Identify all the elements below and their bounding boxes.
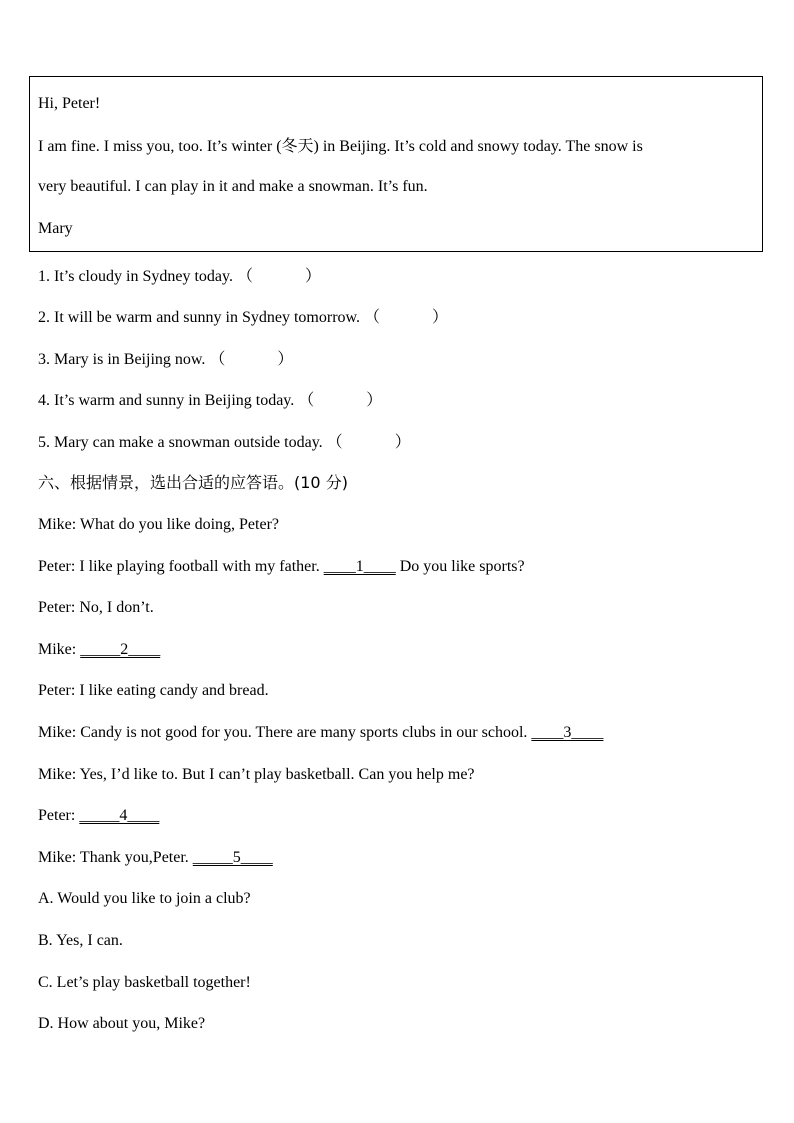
answer-blank-3[interactable]: ____3____: [531, 724, 604, 741]
judgment-3-text: 3. Mary is in Beijing now.: [38, 351, 210, 368]
dialogue-line-9-part-a: Mike: Thank you,Peter.: [38, 849, 193, 866]
letter-line-1: [38, 136, 643, 157]
judgment-4-close-paren: ）: [366, 390, 383, 409]
judgment-5: [38, 432, 411, 453]
answer-blank-2[interactable]: _____2____: [80, 641, 161, 658]
dialogue-line-1: Mike: What do you like doing, Peter?: [38, 516, 279, 533]
dialogue-line-5: Peter: I like eating candy and bread.: [38, 682, 269, 699]
dialogue-line-4: [38, 640, 160, 660]
answer-blank-5[interactable]: _____5____: [192, 849, 273, 866]
dialogue-line-6: [38, 723, 603, 743]
dialogue-line-2: [38, 557, 525, 577]
letter-line-1-part-a: I am fine. I miss you, too. It’s winter (: [38, 138, 282, 155]
dialogue-line-3: Peter: No, I don’t.: [38, 599, 154, 616]
section-6-title: 六、根据情景，选出合适的应答语。(10 分): [38, 473, 348, 492]
judgment-4-open-paren: （: [298, 390, 315, 409]
option-a: A. Would you like to join a club?: [38, 890, 251, 907]
letter-greeting: Hi, Peter!: [38, 95, 101, 112]
judgment-3-close-paren: ）: [277, 349, 294, 368]
dialogue-line-9: [38, 848, 273, 868]
dialogue-line-8: [38, 806, 159, 826]
dialogue-line-4-speaker: Mike:: [38, 641, 81, 658]
letter-signature: Mary: [38, 220, 73, 237]
option-b: B. Yes, I can.: [38, 932, 123, 949]
judgment-5-text: 5. Mary can make a snowman outside today.: [38, 434, 327, 451]
letter-line-2: very beautiful. I can play in it and make a snowman. It’s fun.: [38, 178, 428, 195]
judgment-5-close-paren: ）: [394, 432, 411, 451]
judgment-1-close-paren: ）: [304, 266, 321, 285]
judgment-2-close-paren: ）: [432, 307, 449, 326]
answer-blank-4[interactable]: _____4____: [79, 807, 160, 824]
judgment-1-open-paren: （: [236, 266, 253, 285]
letter-line-1-cjk: 冬天: [281, 136, 314, 155]
dialogue-line-8-speaker: Peter:: [38, 807, 80, 824]
dialogue-line-2-part-b: Do you like sports?: [395, 558, 525, 575]
judgment-5-open-paren: （: [326, 432, 343, 451]
letter-line-1-part-b: ) in Beijing. It’s cold and snowy today. The snow is: [313, 138, 643, 155]
judgment-1: [38, 266, 321, 287]
judgment-4-text: 4. It’s warm and sunny in Beijing today.: [38, 392, 299, 409]
judgment-1-text: 1. It’s cloudy in Sydney today.: [38, 268, 237, 285]
dialogue-line-7: Mike: Yes, I’d like to. But I can’t play basketball. Can you help me?: [38, 766, 475, 783]
judgment-4: [38, 390, 382, 411]
option-d: D. How about you, Mike?: [38, 1015, 206, 1032]
dialogue-line-6-part-a: Mike: Candy is not good for you. There are many sports clubs in our school.: [38, 724, 532, 741]
answer-blank-1[interactable]: ____1____: [323, 558, 396, 575]
judgment-2-text: 2. It will be warm and sunny in Sydney tomorrow.: [38, 309, 365, 326]
judgment-2-open-paren: （: [364, 307, 381, 326]
judgment-2: [38, 307, 448, 328]
dialogue-line-2-part-a: Peter: I like playing football with my father.: [38, 558, 324, 575]
option-c: C. Let’s play basketball together!: [38, 974, 251, 991]
letter-box: [29, 76, 763, 252]
judgment-3-open-paren: （: [209, 349, 226, 368]
judgment-3: [38, 349, 293, 370]
